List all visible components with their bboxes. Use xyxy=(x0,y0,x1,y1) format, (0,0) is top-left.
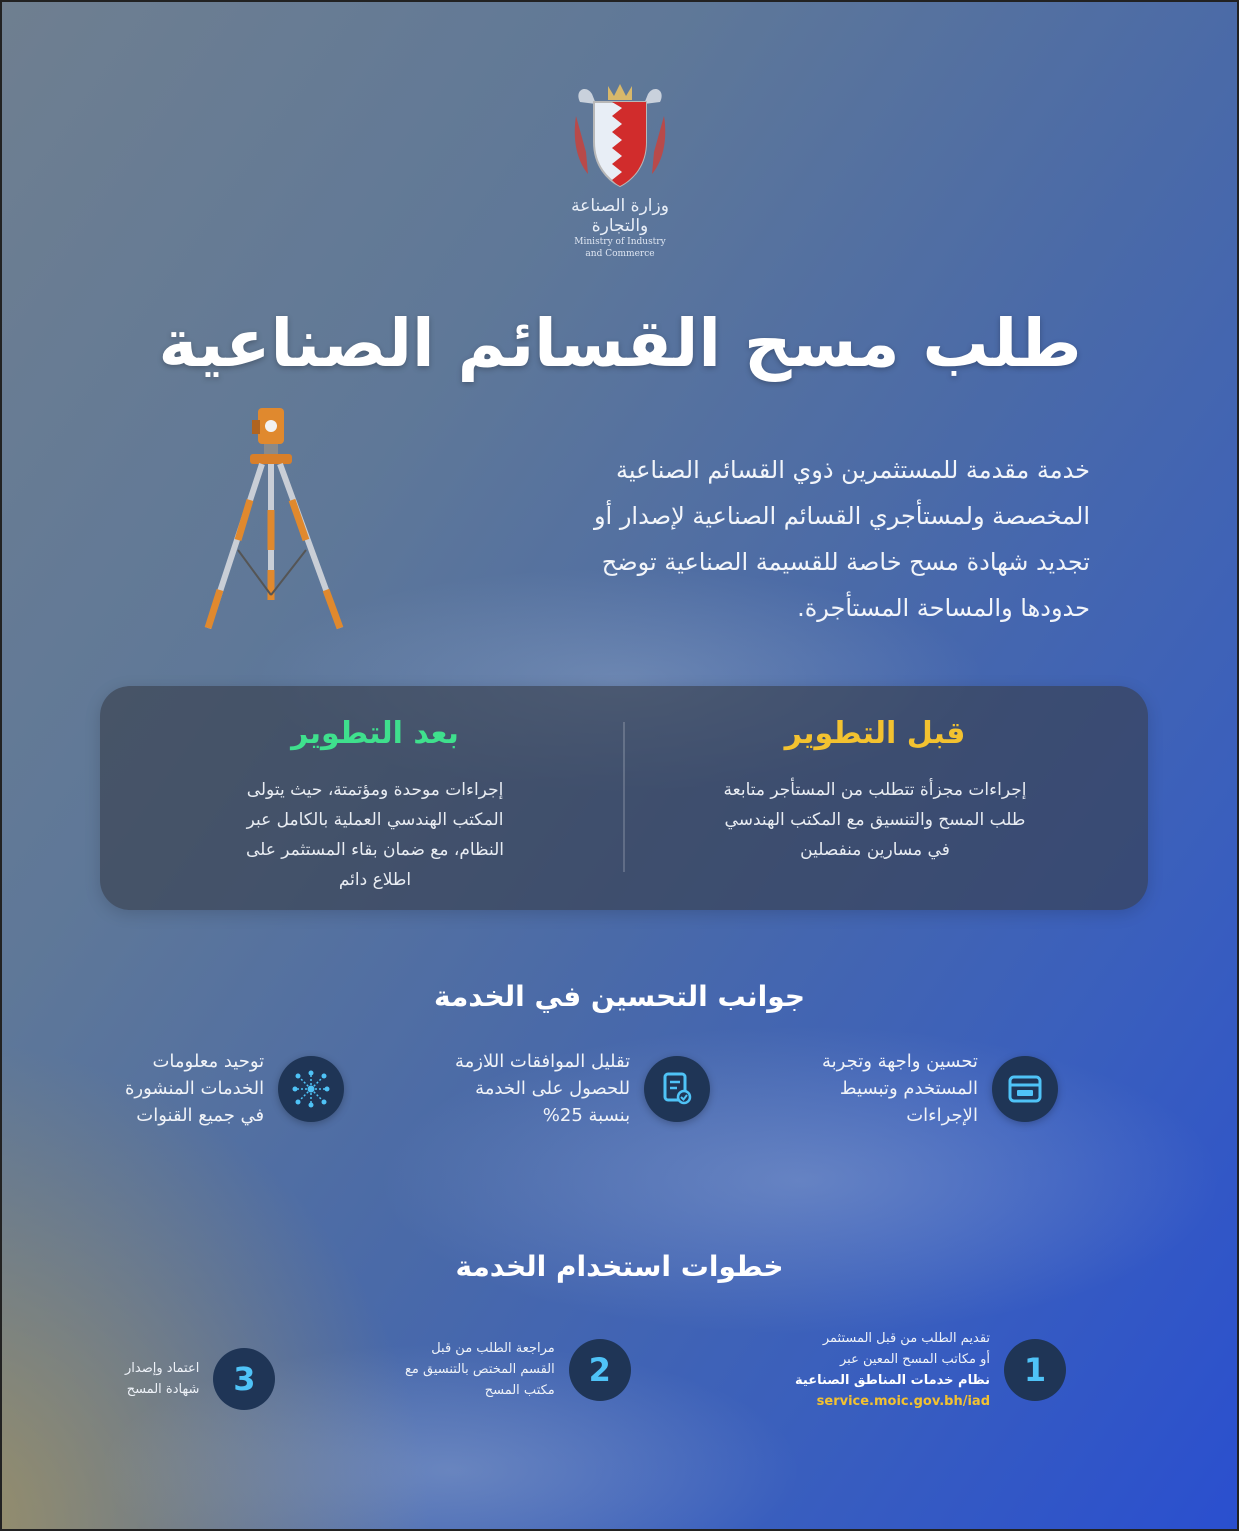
after-development-line: النظام، مع ضمان بقاء المستثمر على xyxy=(245,840,505,860)
improvement-text-line: للحصول على الخدمة xyxy=(475,1078,631,1099)
before-development-line: في مسارين منفصلين xyxy=(800,840,950,860)
ministry-name-english-line1: Ministry of Industry xyxy=(574,237,666,247)
improvement-text-line: توحيد معلومات xyxy=(152,1051,265,1072)
improvement-text-line: تقليل الموافقات اللازمة xyxy=(455,1051,631,1072)
improvement-text-line: الخدمات المنشورة xyxy=(125,1078,265,1099)
improvement-text-line: تحسين واجهة وتجربة xyxy=(822,1051,978,1072)
step-item xyxy=(795,1328,1066,1412)
after-development-line: المكتب الهندسي العملية بالكامل عبر xyxy=(246,810,504,830)
improvement-item xyxy=(125,1048,344,1129)
before-development-column xyxy=(630,716,1120,865)
coat-of-arms-icon xyxy=(572,82,668,190)
step-system-name: نظام خدمات المناطق الصناعية xyxy=(795,1373,991,1388)
improvement-text-line: المستخدم وتبسيط xyxy=(839,1078,978,1099)
service-url-link[interactable]: service.moic.gov.bh/iad xyxy=(816,1394,991,1409)
before-development-line: إجراءات مجزأة تتطلب من المستأجر متابعة xyxy=(723,780,1027,800)
improvement-item xyxy=(822,1048,1058,1129)
step-item xyxy=(125,1348,275,1410)
step-text-line: القسم المختص بالتنسيق مع xyxy=(405,1362,555,1377)
service-description-line: تجديد شهادة مسح خاصة للقسيمة الصناعية توضح xyxy=(601,548,1090,576)
steps-title: خطوات استخدام الخدمة xyxy=(455,1250,784,1283)
step-text-line: أو مكاتب المسح المعين عبر xyxy=(840,1352,991,1367)
step-item xyxy=(405,1338,631,1401)
step-text-line: مراجعة الطلب من قبل xyxy=(431,1341,555,1356)
document-check-icon xyxy=(644,1056,710,1122)
step-text-line: تقديم الطلب من قبل المستثمر xyxy=(822,1331,991,1346)
after-development-line: اطلاع دائم xyxy=(338,870,412,890)
improvement-text-line: الإجراءات xyxy=(906,1105,978,1126)
after-development-line: إجراءات موحدة ومؤتمتة، حيث يتولى xyxy=(246,780,504,800)
step-text-line: اعتماد وإصدار xyxy=(125,1361,200,1376)
improvement-text-line: بنسبة 25% xyxy=(542,1105,631,1126)
page-title: طلب مسح القسائم الصناعية xyxy=(158,305,1082,382)
improvement-text-line: في جميع القنوات xyxy=(136,1105,265,1126)
service-description-line: المخصصة ولمستأجري القسائم الصناعية لإصدار أو xyxy=(593,502,1090,530)
before-development-line: طلب المسح والتنسيق مع المكتب الهندسي xyxy=(724,810,1026,830)
panel-divider xyxy=(623,722,625,872)
step-text-line: مكتب المسح xyxy=(484,1383,555,1398)
service-description-line: حدودها والمساحة المستأجرة. xyxy=(797,594,1090,622)
after-development-column xyxy=(140,716,610,895)
improvements-title: جوانب التحسين في الخدمة xyxy=(433,980,805,1013)
network-nodes-icon xyxy=(278,1056,344,1122)
service-description-line: خدمة مقدمة للمستثمرين ذوي القسائم الصناعية xyxy=(615,456,1090,484)
step-number: 2 xyxy=(569,1339,631,1401)
ministry-name-english-line2: and Commerce xyxy=(585,249,655,259)
after-development-heading: بعد التطوير xyxy=(291,716,459,751)
before-development-heading: قبل التطوير xyxy=(784,716,966,751)
ministry-logo xyxy=(560,82,680,282)
step-text-line: شهادة المسح xyxy=(126,1382,200,1397)
improvement-item xyxy=(455,1048,710,1129)
browser-window-icon xyxy=(992,1056,1058,1122)
service-description xyxy=(440,447,1090,631)
before-after-panel xyxy=(100,686,1148,910)
step-number: 3 xyxy=(213,1348,275,1410)
step-number: 1 xyxy=(1004,1339,1066,1401)
ministry-name-arabic: وزارة الصناعة والتجارة xyxy=(571,196,669,236)
surveying-tripod-icon xyxy=(190,400,360,650)
